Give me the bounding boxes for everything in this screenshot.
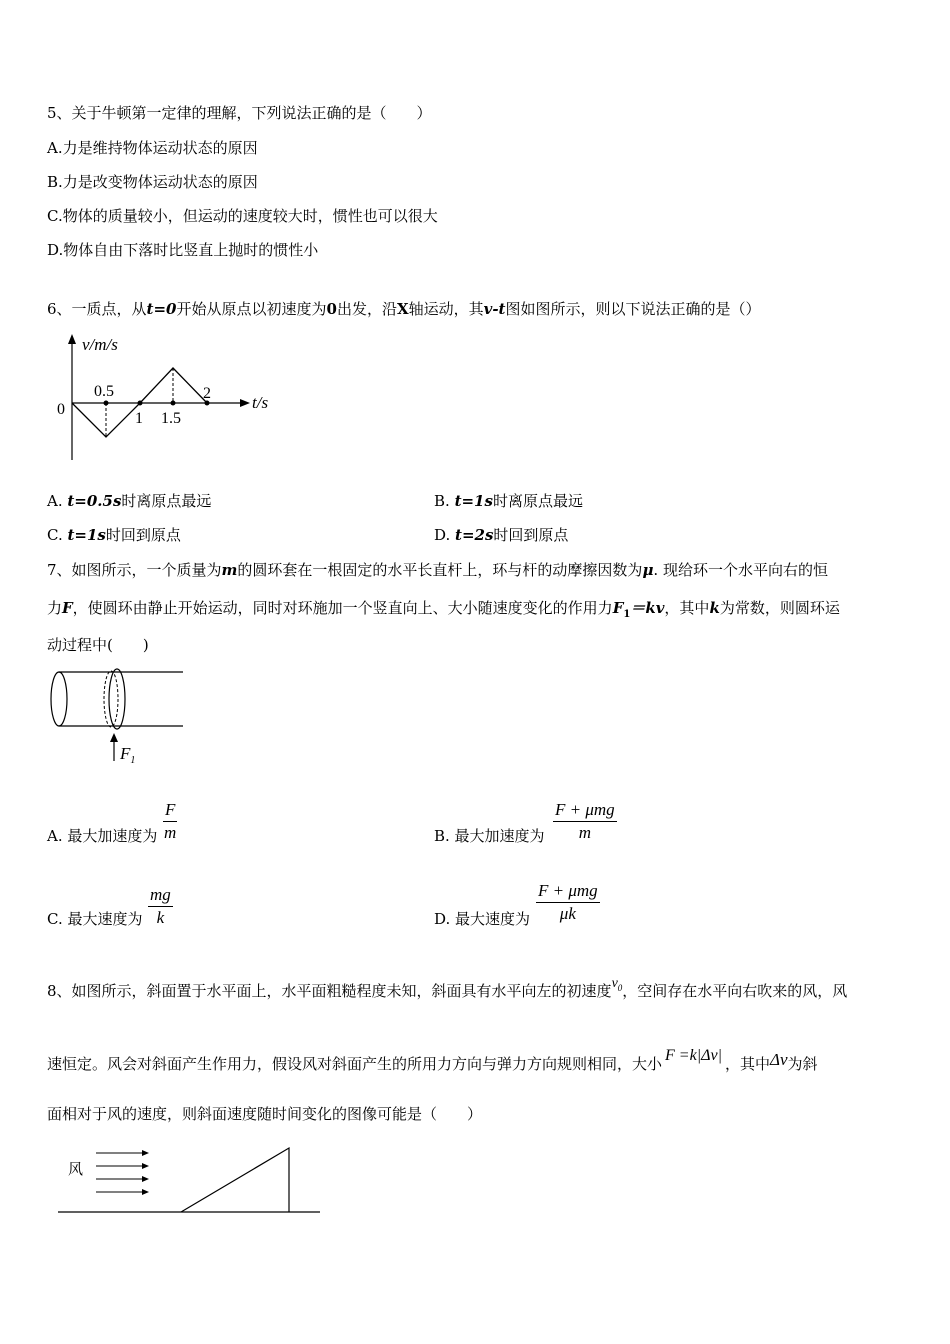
q5-option-b: B.力是改变物体运动状态的原因 [47,173,258,191]
q7-stem-line1: 7、如图所示，一个质量为m的圆环套在一根固定的水平长直杆上，环与杆的动摩擦因数为μ. 现给环一个水平向右的恒 [47,561,828,579]
q8-wind-label: 风 [68,1162,84,1178]
q7-option-c: C. 最大速度为 [47,910,143,928]
q6-graph-tick-2: 2 [203,385,211,402]
q6-graph-tick-15: 1.5 [161,410,181,427]
q6-graph-ylabel: v/m/s [82,335,118,354]
q7-option-b-fraction: F + μmg m [555,800,615,842]
q8-stem-line2: 速恒定。风会对斜面产生作用力，假设风对斜面产生的所用力方向与弹力方向规则相同，大小 F =k|Δv| ，其中Δv为斜 [47,1047,818,1073]
q7-stem-line2: 力F，使圆环由静止开始运动，同时对环施加一个竖直向上、大小随速度变化的作用力$F_1=kv$，其中k为常数，则圆环运 [47,599,840,620]
q5-stem: 5、关于牛顿第一定律的理解，下列说法正确的是（ ） [47,104,432,122]
q6-graph-xlabel: t/s [252,393,269,412]
q7-ring [109,669,125,729]
q6-option-d: D. t=2s时回到原点 [434,526,569,544]
q7-figure-label: $F_1$ [120,744,136,766]
q7-option-d: D. 最大速度为 [434,910,531,928]
q5-option-c: C.物体的质量较小，但运动的速度较大时，惯性也可以很大 [47,207,438,225]
q6-option-c: C. t=1s时回到原点 [47,526,181,544]
q8-stem-line3: 面相对于风的速度，则斜面速度随时间变化的图像可能是（ ） [47,1105,483,1123]
q7-stem-line3: 动过程中( ) [47,636,149,654]
q7-option-d-fraction: F + μmg μk [538,881,598,923]
q6-option-a: A. t=0.5s时离原点最远 [47,492,212,510]
q8-formula: F =k|Δv| [665,1047,722,1064]
q6-graph-origin: 0 [57,401,65,418]
q8-stem-line1: 8、如图所示，斜面置于水平面上，水平面粗糙程度未知，斜面具有水平向左的初速度$v_0$，空间存在水平向右吹来的风，风 [47,976,848,1000]
q7-option-c-fraction: $\frac{mg}{k}$ [150,885,171,927]
q8-wind-slope-figure [50,1138,330,1223]
q7-option-b: B. 最大加速度为 [434,827,545,845]
q6-graph-tick-1: 1 [135,410,143,427]
q6-stem: 6、一质点，从t=0开始从原点以初速度为0出发，沿X轴运动，其v-t图如图所示，则以下说法正确的是（） [47,300,761,318]
q6-graph-tick-05: 0.5 [94,383,114,400]
q7-ring-rod-figure [45,665,195,770]
q6-vt-graph [50,330,290,470]
q5-option-d: D.物体自由下落时比竖直上抛时的惯性小 [47,241,319,259]
q8-incline [181,1148,289,1212]
q6-option-b: B. t=1s时离原点最远 [434,492,583,510]
q7-option-a-fraction: $\frac{F}{m}$ [164,800,177,842]
q7-option-a: A. 最大加速度为 [47,827,158,845]
q5-option-a: A.力是维持物体运动状态的原因 [47,139,258,157]
